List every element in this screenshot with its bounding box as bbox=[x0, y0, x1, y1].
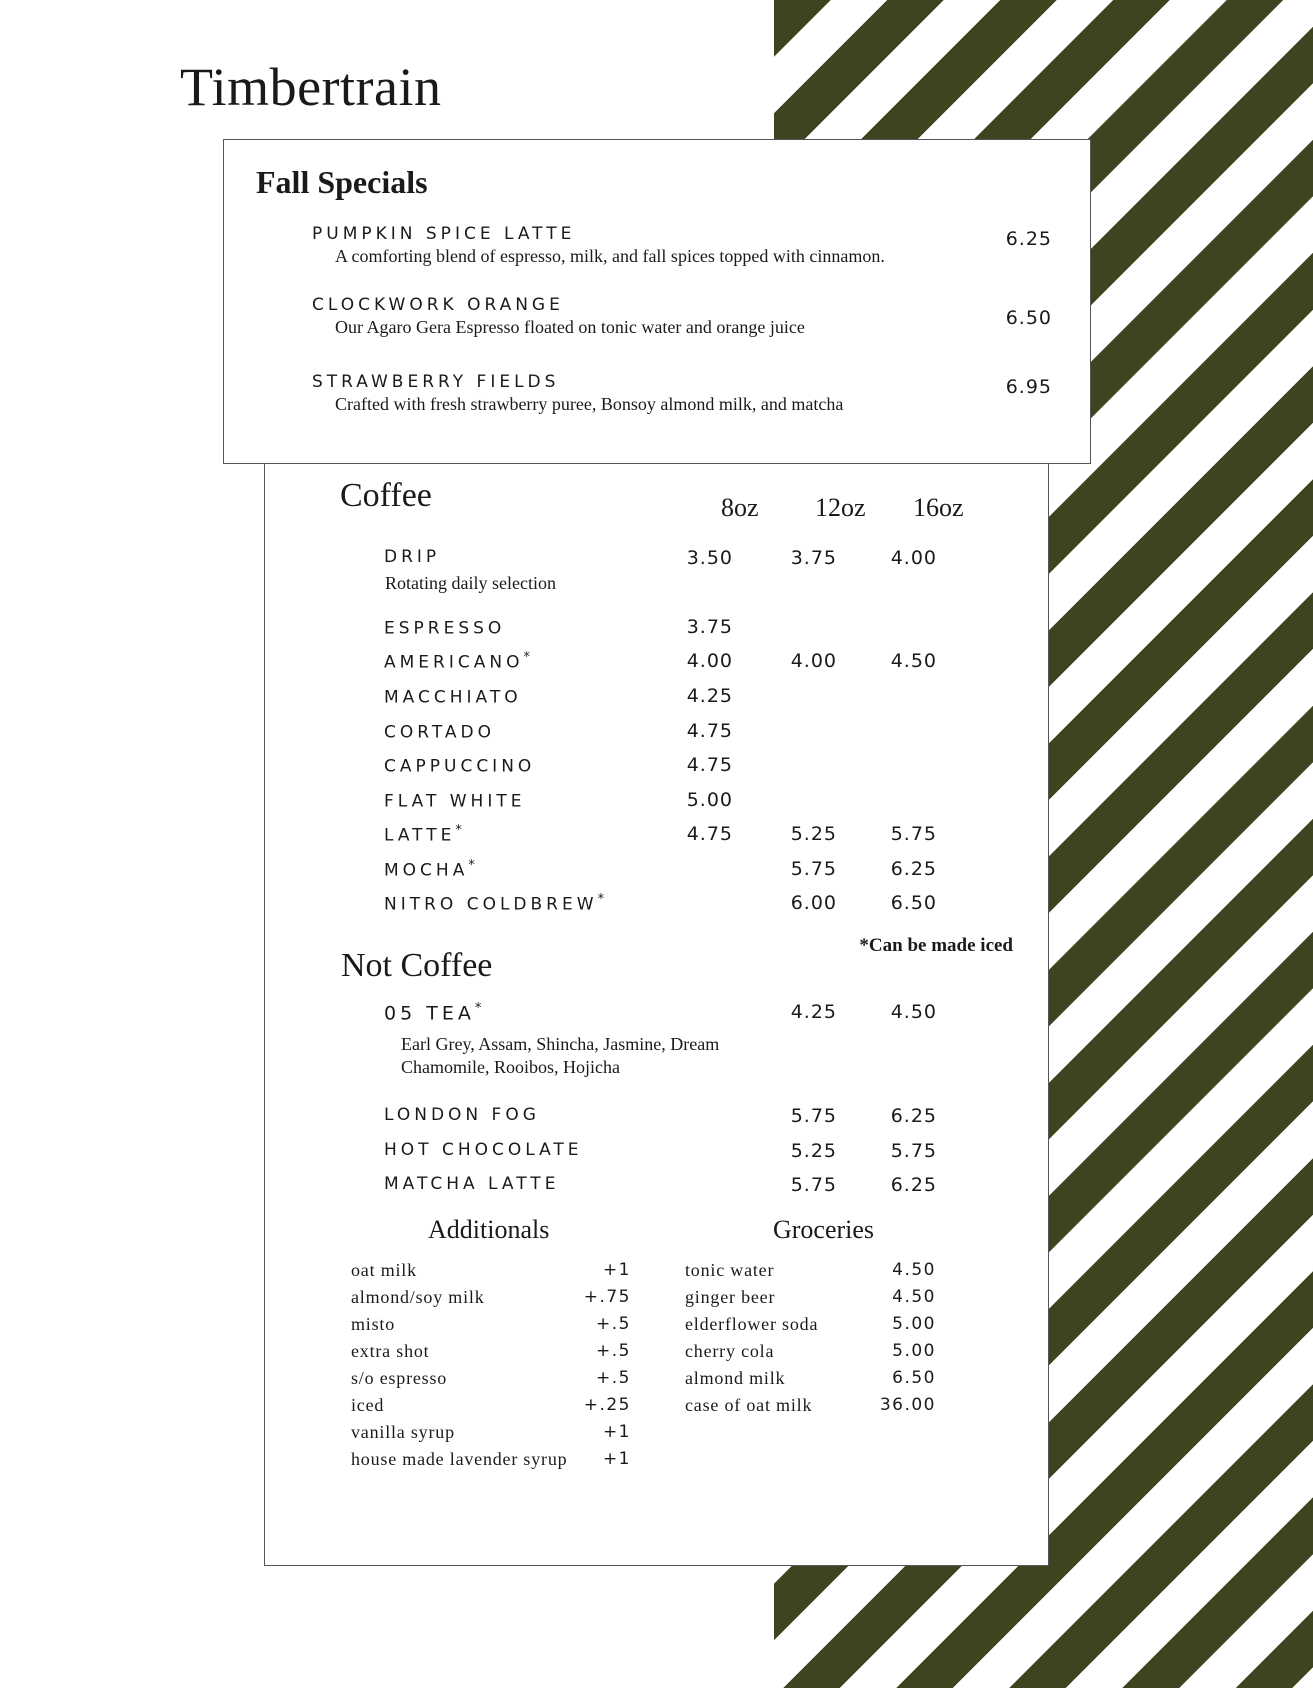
menu-item-macchiato bbox=[265, 685, 1050, 715]
price-16oz: 5.75 bbox=[890, 1140, 937, 1162]
price-16oz: 6.50 bbox=[890, 892, 937, 914]
brand-title: Timbertrain bbox=[180, 57, 442, 117]
item-name: CAPPUCCINO bbox=[384, 756, 536, 777]
item-name: AMERICANO* bbox=[384, 650, 530, 673]
item-price: 6.50 bbox=[892, 1368, 936, 1388]
item-name: MOCHA* bbox=[384, 858, 475, 881]
tea-description-line-2: Chamomile, Rooibos, Hojicha bbox=[401, 1057, 620, 1077]
price-16oz: 4.50 bbox=[890, 1001, 937, 1023]
item-price: +.5 bbox=[596, 1368, 631, 1388]
price-12oz: 5.75 bbox=[790, 1105, 837, 1127]
additional-item bbox=[351, 1368, 631, 1395]
price-16oz: 5.75 bbox=[890, 823, 937, 845]
item-price: +1 bbox=[602, 1449, 631, 1469]
additional-item bbox=[351, 1314, 631, 1341]
menu-item-americano bbox=[265, 650, 1050, 680]
menu-item-drip bbox=[265, 547, 1050, 577]
item-name: extra shot bbox=[351, 1341, 430, 1361]
grocery-item bbox=[685, 1260, 936, 1287]
item-name: tonic water bbox=[685, 1260, 775, 1280]
item-name: NITRO COLDBREW* bbox=[384, 892, 605, 915]
item-price: +.75 bbox=[583, 1287, 631, 1307]
menu-item-nitro-coldbrew bbox=[265, 892, 1050, 922]
menu-item-espresso bbox=[265, 616, 1050, 646]
price-12oz: 5.75 bbox=[790, 858, 837, 880]
item-name: CORTADO bbox=[384, 722, 495, 743]
menu-item-cappuccino bbox=[265, 754, 1050, 784]
menu-item-london-fog bbox=[265, 1105, 1050, 1135]
additional-item bbox=[351, 1287, 631, 1314]
price-12oz: 6.00 bbox=[790, 892, 837, 914]
menu-item-hot-chocolate bbox=[265, 1140, 1050, 1170]
item-name: case of oat milk bbox=[685, 1395, 813, 1415]
price-12oz: 4.25 bbox=[790, 1001, 837, 1023]
price-12oz: 5.25 bbox=[790, 823, 837, 845]
price-8oz: 4.75 bbox=[686, 720, 733, 742]
item-price: +.5 bbox=[596, 1314, 631, 1334]
item-name: ESPRESSO bbox=[384, 618, 506, 639]
grocery-item bbox=[685, 1395, 936, 1422]
price-8oz: 5.00 bbox=[686, 789, 733, 811]
item-name: FLAT WHITE bbox=[384, 791, 526, 812]
item-name: ginger beer bbox=[685, 1287, 776, 1307]
additional-item bbox=[351, 1260, 631, 1287]
menu-item-matcha-latte bbox=[265, 1174, 1050, 1204]
coffee-title: Coffee bbox=[340, 477, 432, 514]
menu-item-05-tea bbox=[265, 1001, 1050, 1031]
menu-item-mocha bbox=[265, 858, 1050, 888]
item-name: 05 TEA* bbox=[384, 1001, 482, 1025]
item-name: almond milk bbox=[685, 1368, 786, 1388]
item-name: LONDON FOG bbox=[384, 1105, 540, 1125]
size-12oz: 12oz bbox=[815, 493, 866, 522]
size-8oz: 8oz bbox=[721, 493, 759, 522]
special-item-strawberry-fields bbox=[312, 372, 1072, 415]
item-name: cherry cola bbox=[685, 1341, 775, 1361]
item-name: house made lavender syrup bbox=[351, 1449, 568, 1469]
price-16oz: 4.00 bbox=[890, 547, 937, 569]
item-name: MATCHA LATTE bbox=[384, 1174, 560, 1194]
grocery-item bbox=[685, 1314, 936, 1341]
additional-item bbox=[351, 1341, 631, 1368]
item-name: CLOCKWORK ORANGE bbox=[312, 295, 564, 315]
main-menu-card bbox=[264, 458, 1049, 1566]
price-8oz: 3.50 bbox=[686, 547, 733, 569]
price-8oz: 4.75 bbox=[686, 823, 733, 845]
item-price: +.25 bbox=[583, 1395, 631, 1415]
item-price: 6.95 bbox=[1005, 376, 1052, 398]
price-12oz: 4.00 bbox=[790, 650, 837, 672]
additionals-title: Additionals bbox=[428, 1215, 550, 1244]
price-16oz: 6.25 bbox=[890, 1105, 937, 1127]
menu-item-flat-white bbox=[265, 789, 1050, 819]
price-8oz: 3.75 bbox=[686, 616, 733, 638]
item-price: 6.50 bbox=[1005, 307, 1052, 329]
item-price: +.5 bbox=[596, 1341, 631, 1361]
item-price: 4.50 bbox=[892, 1260, 936, 1280]
price-12oz: 5.75 bbox=[790, 1174, 837, 1196]
item-name: LATTE* bbox=[384, 823, 462, 846]
grocery-item bbox=[685, 1287, 936, 1314]
item-name: DRIP bbox=[384, 547, 441, 567]
item-name: iced bbox=[351, 1395, 385, 1415]
price-8oz: 4.75 bbox=[686, 754, 733, 776]
item-name: s/o espresso bbox=[351, 1368, 448, 1388]
item-price: 4.50 bbox=[892, 1287, 936, 1307]
item-name: PUMPKIN SPICE LATTE bbox=[312, 224, 576, 244]
specials-title: Fall Specials bbox=[256, 164, 428, 200]
menu-item-latte bbox=[265, 823, 1050, 853]
item-name: elderflower soda bbox=[685, 1314, 819, 1334]
price-16oz: 4.50 bbox=[890, 650, 937, 672]
item-name: STRAWBERRY FIELDS bbox=[312, 372, 560, 392]
special-item-pumpkin-spice-latte bbox=[312, 224, 1072, 267]
item-name: oat milk bbox=[351, 1260, 417, 1280]
price-16oz: 6.25 bbox=[890, 1174, 937, 1196]
additional-item bbox=[351, 1422, 631, 1449]
item-name: vanilla syrup bbox=[351, 1422, 455, 1442]
menu-item-cortado bbox=[265, 720, 1050, 750]
grocery-item bbox=[685, 1368, 936, 1395]
item-description: Our Agaro Gera Espresso floated on tonic water and orange juice bbox=[335, 317, 805, 337]
price-8oz: 4.25 bbox=[686, 685, 733, 707]
tea-description-line-1: Earl Grey, Assam, Shincha, Jasmine, Dream bbox=[401, 1034, 720, 1054]
not-coffee-title: Not Coffee bbox=[341, 947, 493, 984]
drip-description: Rotating daily selection bbox=[385, 573, 556, 593]
fall-specials-card bbox=[223, 139, 1091, 464]
groceries-title: Groceries bbox=[773, 1215, 875, 1244]
price-8oz: 4.00 bbox=[686, 650, 733, 672]
price-16oz: 6.25 bbox=[890, 858, 937, 880]
item-price: +1 bbox=[602, 1260, 631, 1280]
item-name: MACCHIATO bbox=[384, 687, 522, 708]
special-item-clockwork-orange bbox=[312, 295, 1072, 338]
price-12oz: 3.75 bbox=[790, 547, 837, 569]
grocery-item bbox=[685, 1341, 936, 1368]
item-name: misto bbox=[351, 1314, 396, 1334]
item-price: 5.00 bbox=[892, 1341, 936, 1361]
size-16oz: 16oz bbox=[913, 493, 964, 522]
item-price: 5.00 bbox=[892, 1314, 936, 1334]
item-price: 36.00 bbox=[879, 1395, 936, 1415]
additional-item bbox=[351, 1449, 631, 1476]
item-name: almond/soy milk bbox=[351, 1287, 485, 1307]
item-price: 6.25 bbox=[1005, 228, 1052, 250]
item-description: A comforting blend of espresso, milk, and fall spices topped with cinnamon. bbox=[335, 246, 885, 266]
iced-note: *Can be made iced bbox=[859, 935, 1013, 956]
price-12oz: 5.25 bbox=[790, 1140, 837, 1162]
item-price: +1 bbox=[602, 1422, 631, 1442]
item-name: HOT CHOCOLATE bbox=[384, 1140, 583, 1160]
item-description: Crafted with fresh strawberry puree, Bonsoy almond milk, and matcha bbox=[335, 394, 844, 414]
additional-item bbox=[351, 1395, 631, 1422]
